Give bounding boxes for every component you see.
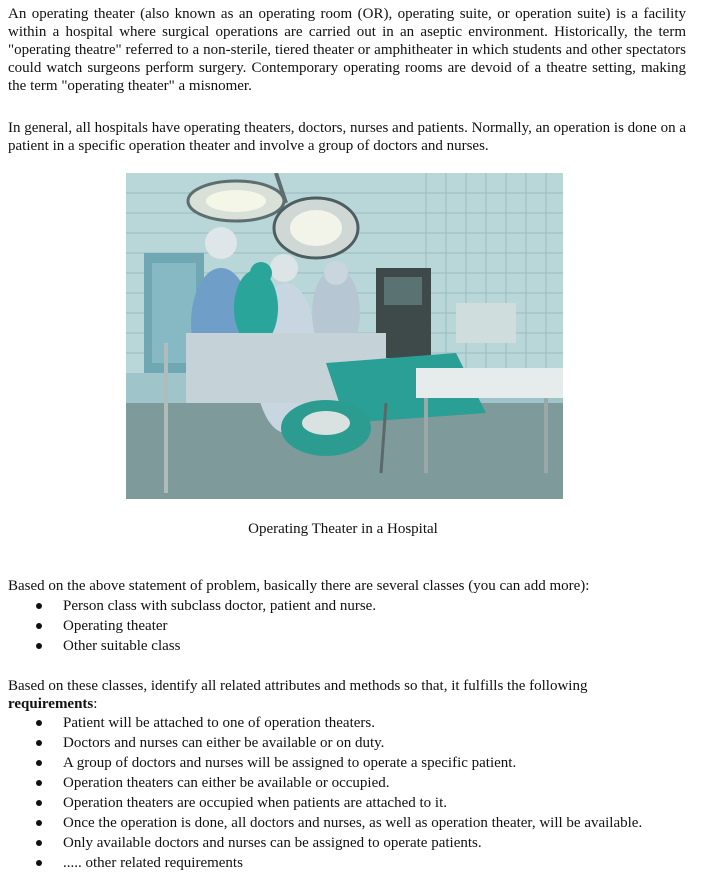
- classes-lead: Based on the above statement of problem, basically there are several classes (you can add more):: [8, 578, 590, 594]
- requirements-lead: [8, 677, 686, 713]
- requirements-list: [8, 713, 642, 873]
- intro-paragraph-2: In general, all hospitals have operating theaters, doctors, nurses and patients. Normally, an operation is done on a patient in a specific operation theater and involve a group of doctors and nurses.: [8, 120, 686, 154]
- intro-paragraph-1: An operating theater (also known as an operating room (OR), operating suite, or operation suite) is a facility within a hospital where surgical operations are carried out in an aseptic environment. Historically, the term "operating theatre" referred to a non-sterile, tiered theater or amphitheater in which students and other spectators could watch surgeons perform surgery. Contemporary operating rooms are devoid of a theatre setting, making the term "operating theater" a misnomer.: [8, 6, 686, 94]
- list-item: Person class with subclass doctor, patient and nurse.: [8, 596, 376, 616]
- list-item: ..... other related requirements: [8, 853, 642, 873]
- list-item: Operation theaters can either be available or occupied.: [8, 773, 642, 793]
- list-item: A group of doctors and nurses will be assigned to operate a specific patient.: [8, 753, 642, 773]
- requirements-keyword: requirements: [8, 696, 94, 712]
- list-item: Only available doctors and nurses can be assigned to operate patients.: [8, 833, 642, 853]
- requirements-colon: :: [93, 696, 98, 712]
- figure-caption: Operating Theater in a Hospital: [248, 521, 438, 537]
- operating-theater-photo: [126, 173, 563, 499]
- list-item: Patient will be attached to one of operation theaters.: [8, 713, 642, 733]
- list-item: Once the operation is done, all doctors and nurses, as well as operation theater, will be available.: [8, 813, 642, 833]
- list-item: Other suitable class: [8, 636, 376, 656]
- classes-list: [8, 596, 376, 656]
- list-item: Operation theaters are occupied when patients are attached to it.: [8, 793, 642, 813]
- requirements-lead-text: Based on these classes, identify all related attributes and methods so that, it fulfills the following: [8, 678, 588, 694]
- list-item: Doctors and nurses can either be available or on duty.: [8, 733, 642, 753]
- list-item: Operating theater: [8, 616, 376, 636]
